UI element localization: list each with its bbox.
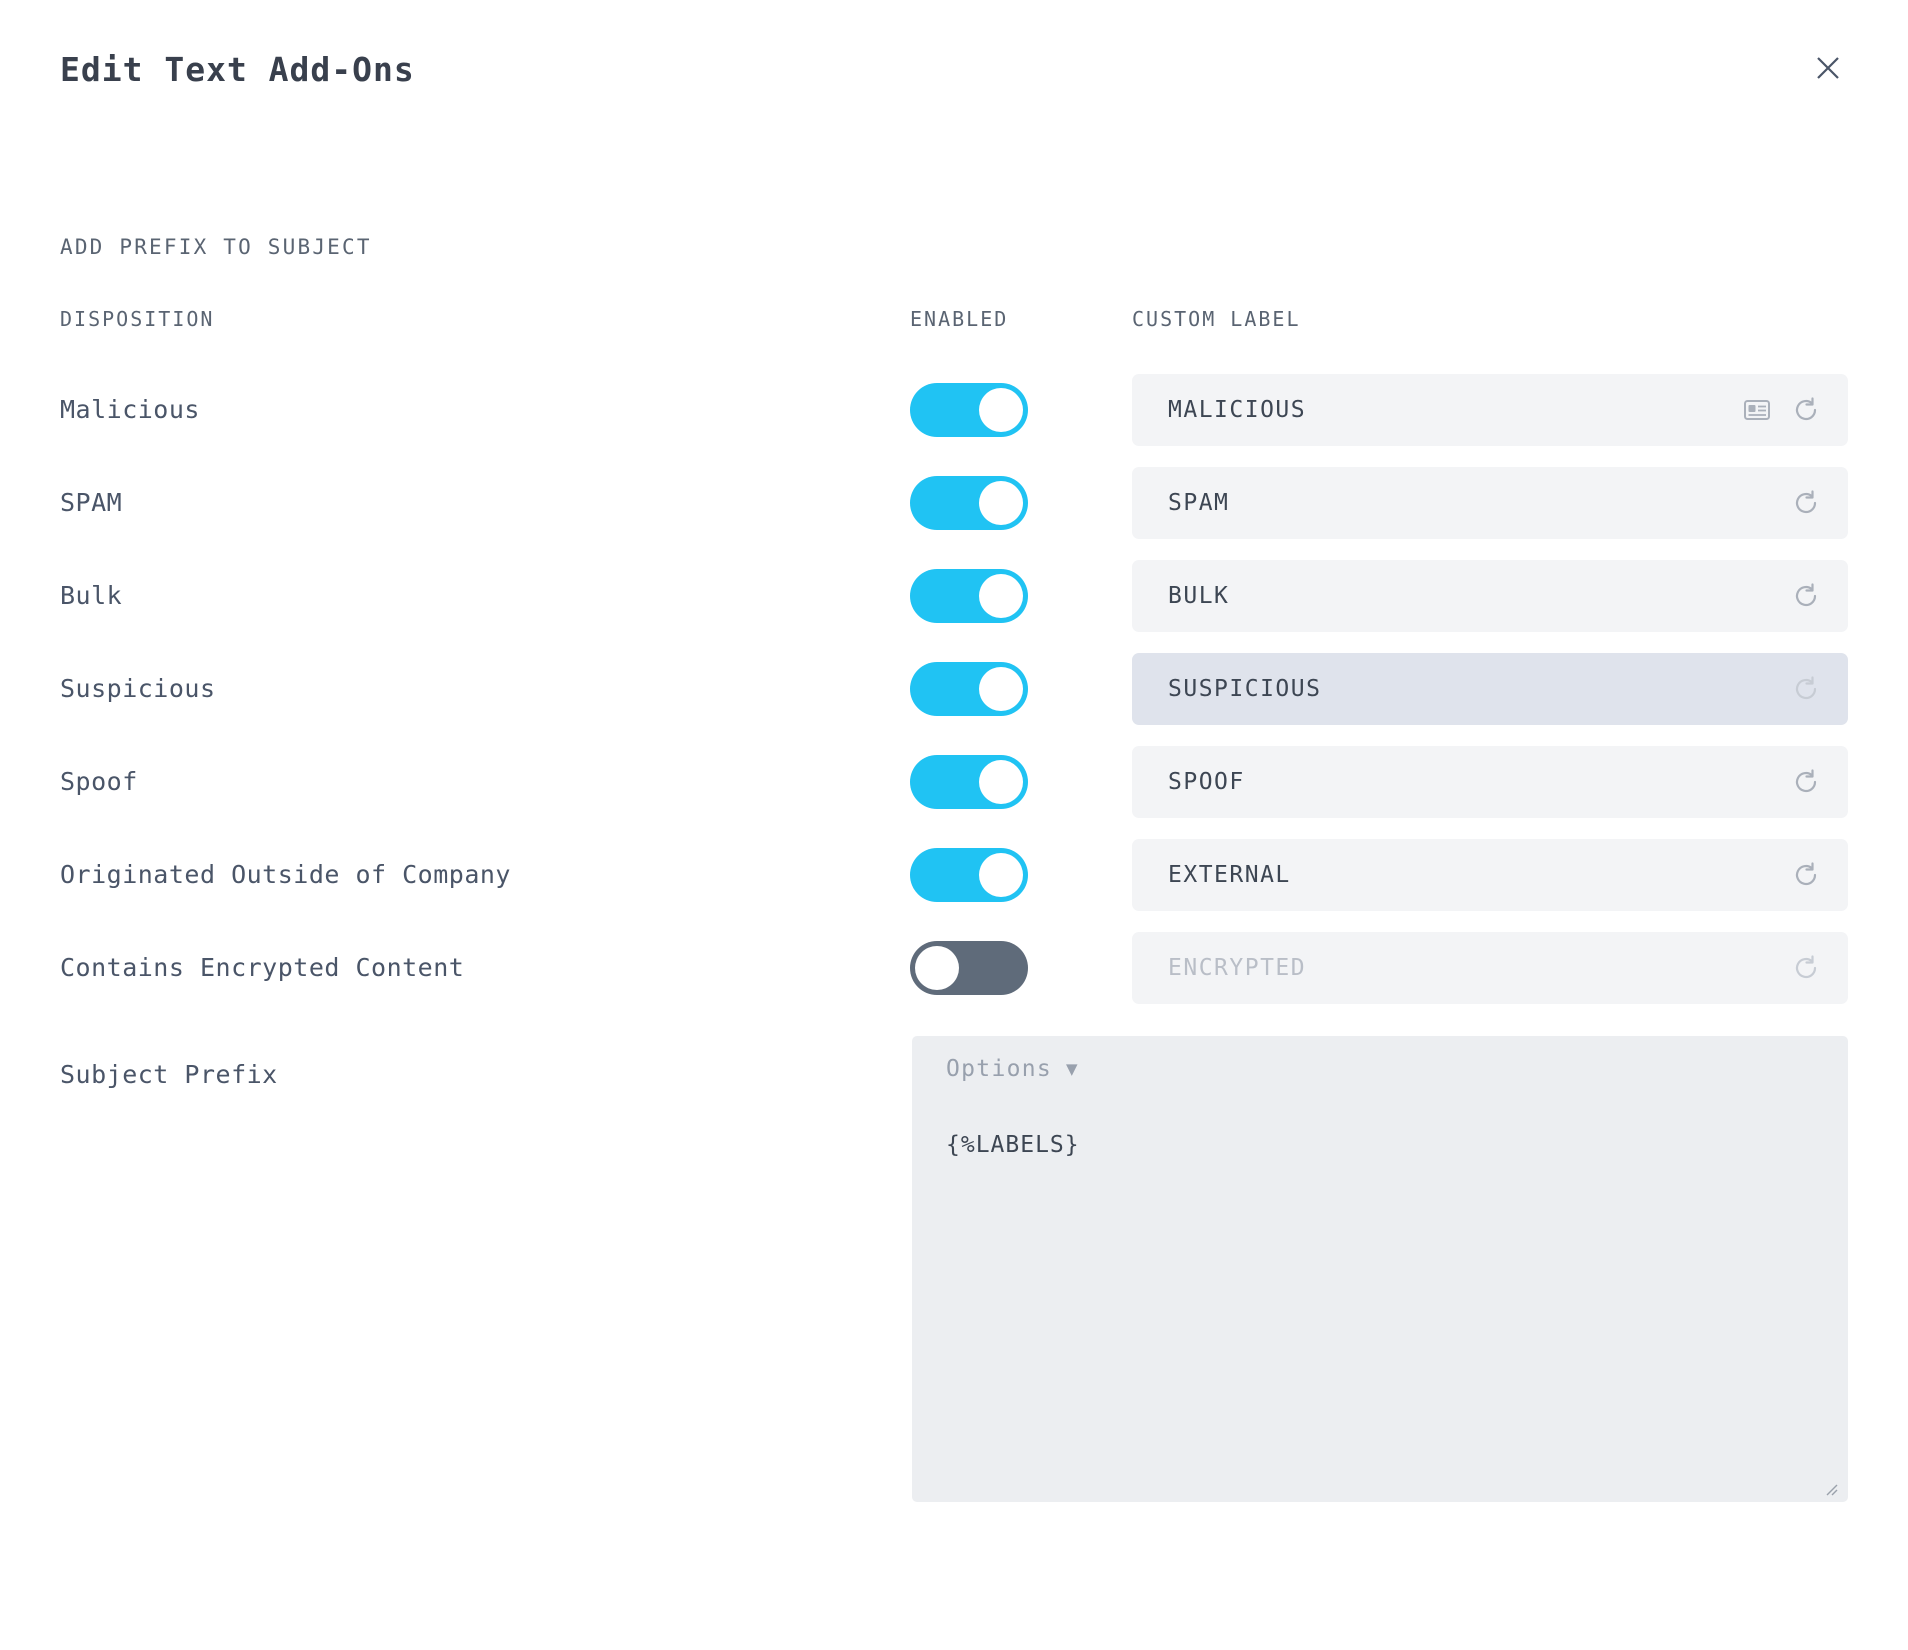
dialog-header: [0, 0, 1908, 89]
column-header-custom-label: CUSTOM LABEL: [1132, 307, 1301, 331]
subject-prefix-editor: [912, 1036, 1848, 1502]
table-row: [60, 735, 1848, 828]
custom-label-input[interactable]: [1132, 467, 1848, 539]
close-icon[interactable]: [1808, 48, 1848, 88]
enabled-cell: [910, 476, 1132, 530]
subject-prefix-value: {%LABELS}: [946, 1132, 1080, 1158]
toggle-knob: [979, 853, 1023, 897]
disposition-name: Contains Encrypted Content: [60, 953, 465, 982]
enabled-toggle[interactable]: [910, 569, 1028, 623]
custom-label-cell: [1132, 560, 1848, 632]
custom-label-cell: [1132, 839, 1848, 911]
custom-label-input[interactable]: [1132, 653, 1848, 725]
custom-label-input[interactable]: [1132, 839, 1848, 911]
field-icon-group: [1792, 768, 1820, 796]
toggle-knob: [979, 481, 1023, 525]
field-icon-group: [1792, 582, 1820, 610]
enabled-toggle[interactable]: [910, 755, 1028, 809]
custom-label-cell: [1132, 746, 1848, 818]
disposition-name: Originated Outside of Company: [60, 860, 511, 889]
custom-label-value: BULK: [1168, 582, 1230, 609]
custom-label-cell: [1132, 932, 1848, 1004]
enabled-cell: [910, 848, 1132, 902]
options-dropdown-label: Options: [946, 1056, 1053, 1082]
disposition-name: Malicious: [60, 395, 200, 424]
toggle-knob: [979, 667, 1023, 711]
field-icon-group: [1792, 489, 1820, 517]
custom-label-input[interactable]: [1132, 560, 1848, 632]
custom-label-value: SPOOF: [1168, 768, 1245, 795]
enabled-toggle[interactable]: [910, 383, 1028, 437]
custom-label-value: EXTERNAL: [1168, 861, 1291, 888]
enabled-cell: [910, 755, 1132, 809]
disposition-name: Spoof: [60, 767, 138, 796]
reset-icon[interactable]: [1792, 582, 1820, 610]
custom-label-value: SUSPICIOUS: [1168, 675, 1322, 702]
disposition-name: Suspicious: [60, 674, 216, 703]
custom-label-value: MALICIOUS: [1168, 396, 1307, 423]
subject-prefix-textarea[interactable]: [912, 1102, 1848, 1502]
page-title: Edit Text Add-Ons: [60, 50, 415, 89]
reset-icon[interactable]: [1792, 954, 1820, 982]
enabled-toggle[interactable]: [910, 941, 1028, 995]
disposition-name: Bulk: [60, 581, 123, 610]
enabled-cell: [910, 569, 1132, 623]
resize-handle[interactable]: [1823, 1477, 1839, 1493]
table-row: [60, 828, 1848, 921]
disposition-name: SPAM: [60, 488, 123, 517]
reset-icon[interactable]: [1792, 489, 1820, 517]
toggle-knob: [979, 388, 1023, 432]
table-row: [60, 456, 1848, 549]
custom-label-input[interactable]: [1132, 374, 1848, 446]
custom-label-input[interactable]: [1132, 746, 1848, 818]
custom-label-value: SPAM: [1168, 489, 1230, 516]
enabled-cell: [910, 383, 1132, 437]
section-heading: ADD PREFIX TO SUBJECT: [60, 235, 372, 259]
subject-prefix-section: [0, 1036, 1908, 1502]
table-row: [60, 549, 1848, 642]
enabled-toggle[interactable]: [910, 662, 1028, 716]
column-header-enabled: ENABLED: [910, 307, 1009, 331]
reset-icon[interactable]: [1792, 861, 1820, 889]
enabled-toggle[interactable]: [910, 848, 1028, 902]
custom-label-cell: [1132, 467, 1848, 539]
custom-label-cell: [1132, 653, 1848, 725]
table-row: [60, 921, 1848, 1014]
reset-icon[interactable]: [1792, 768, 1820, 796]
table-header-row: [60, 307, 1848, 363]
toggle-knob: [979, 760, 1023, 804]
reset-icon[interactable]: [1792, 675, 1820, 703]
enabled-cell: [910, 662, 1132, 716]
custom-label-cell: [1132, 374, 1848, 446]
custom-label-input[interactable]: [1132, 932, 1848, 1004]
field-icon-group: [1792, 675, 1820, 703]
toggle-knob: [915, 946, 959, 990]
enabled-toggle[interactable]: [910, 476, 1028, 530]
subject-prefix-label: Subject Prefix: [60, 1060, 278, 1089]
field-icon-group: [1792, 954, 1820, 982]
table-row: [60, 642, 1848, 735]
toggle-knob: [979, 574, 1023, 618]
field-icon-group: [1744, 396, 1820, 424]
column-header-disposition: DISPOSITION: [60, 307, 215, 331]
reset-icon[interactable]: [1792, 396, 1820, 424]
table-row: [60, 363, 1848, 456]
enabled-cell: [910, 941, 1132, 995]
custom-label-value: ENCRYPTED: [1168, 954, 1307, 981]
disposition-table: [0, 307, 1908, 1014]
chevron-down-icon: ▼: [1066, 1060, 1078, 1078]
field-icon-group: [1792, 861, 1820, 889]
options-dropdown[interactable]: [912, 1036, 1848, 1102]
card-icon[interactable]: [1744, 399, 1770, 421]
